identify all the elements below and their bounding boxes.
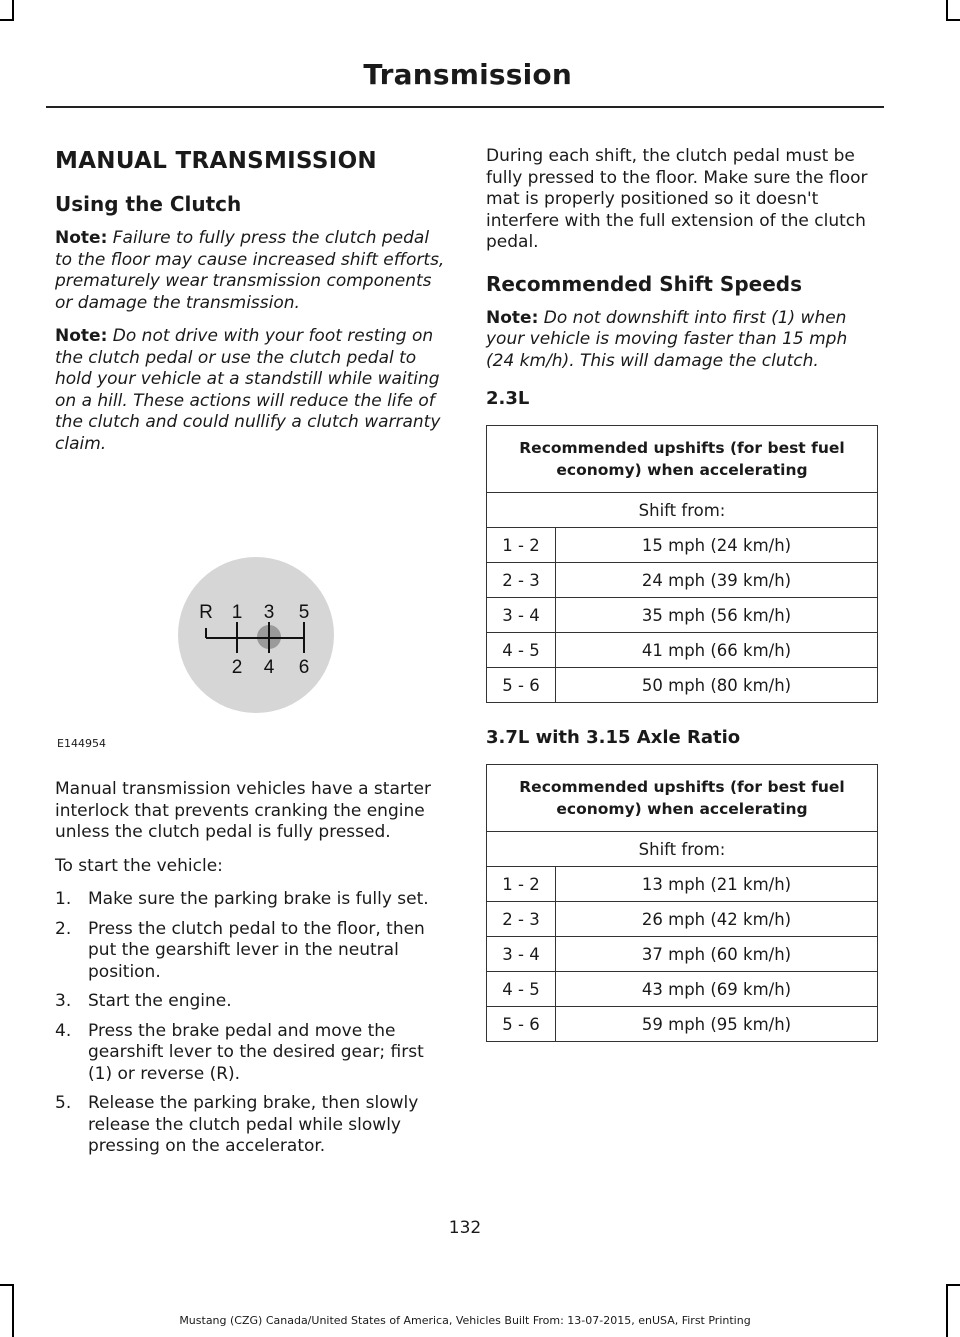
note-paragraph	[55, 326, 447, 455]
figure-id: E144954	[57, 737, 106, 750]
note-paragraph	[486, 308, 878, 373]
crop-mark	[12, 0, 14, 20]
table-row: 3 - 4 35 mph (56 km/h)	[487, 598, 878, 633]
engine-heading: 2.3L	[486, 388, 530, 409]
shift-paragraph: During each shift, the clutch pedal must be fully pressed to the floor. Make sure the floor mat is properly positioned so it doesn't interfere with the full extension of the clutch pedal.	[486, 146, 868, 252]
gear-label-second: 2	[231, 657, 243, 678]
note-text: Failure to fully press the clutch pedal to the floor may cause increased shift efforts, prematurely wear transmission components or damage the transmission.	[55, 228, 445, 313]
crop-mark	[946, 1284, 960, 1286]
gear-label-fifth: 5	[298, 602, 310, 623]
crop-mark	[0, 1284, 14, 1286]
gearshift-diagram	[55, 467, 447, 737]
page-footer: Mustang (CZG) Canada/United States of America, Vehicles Built From: 13-07-2015, enUSA, First Printing	[179, 1314, 751, 1327]
section-title: MANUAL TRANSMISSION	[55, 148, 377, 174]
gear-label-sixth: 6	[298, 657, 310, 678]
crop-mark	[946, 19, 960, 21]
table-row: 5 - 6 59 mph (95 km/h)	[487, 1007, 878, 1042]
crop-mark	[0, 19, 14, 21]
table-row: 4 - 5 43 mph (69 km/h)	[487, 972, 878, 1007]
gear-label-reverse: R	[199, 602, 213, 623]
list-item: 3. Start the engine.	[55, 991, 232, 1011]
gearshift-pattern-figure	[55, 467, 447, 779]
table-row: 2 - 3 24 mph (39 km/h)	[487, 563, 878, 598]
list-item: 1. Make sure the parking brake is fully set.	[55, 889, 429, 909]
shift-knob-circle	[178, 557, 334, 713]
shift-speed-table	[486, 764, 878, 1042]
shift-speed-table	[486, 425, 878, 703]
table-row: 2 - 3 26 mph (42 km/h)	[487, 902, 878, 937]
left-column	[55, 140, 447, 1166]
note-text: Do not drive with your foot resting on the clutch pedal or use the clutch pedal to hold your vehicle at a standstill while waiting on a hill. These actions will reduce the life of the clutch and could nullify a clutch warranty claim.	[55, 326, 441, 454]
crop-mark	[12, 1284, 14, 1337]
note-text: Do not downshift into first (1) when your vehicle is moving faster than 15 mph (24 km/h). This will damage the clutch.	[486, 307, 848, 371]
table-header: Recommended upshifts (for best fuel economy) when accelerating	[487, 426, 878, 493]
table-header: Recommended upshifts (for best fuel economy) when accelerating	[487, 765, 878, 832]
page-number: 132	[448, 1218, 482, 1238]
chapter-title: Transmission	[363, 58, 572, 91]
table-row: 5 - 6 50 mph (80 km/h)	[487, 668, 878, 703]
list-item: 5. Release the parking brake, then slowly release the clutch pedal while slowly pressing on the accelerator.	[55, 1093, 419, 1156]
table-row: 1 - 2 15 mph (24 km/h)	[487, 528, 878, 563]
header-divider	[46, 106, 884, 108]
right-column	[486, 146, 878, 1066]
interlock-paragraph: Manual transmission vehicles have a starter interlock that prevents cranking the engine unless the clutch pedal is fully pressed.	[55, 779, 431, 842]
note-paragraph	[55, 228, 447, 314]
table-row: 1 - 2 13 mph (21 km/h)	[487, 867, 878, 902]
table-row: 4 - 5 41 mph (66 km/h)	[487, 633, 878, 668]
start-steps-list	[55, 889, 447, 1158]
note-label: Note:	[55, 326, 108, 346]
shift-from-label: Shift from:	[487, 493, 878, 528]
subsection-title: Using the Clutch	[55, 192, 242, 216]
list-item: 2. Press the clutch pedal to the floor, then put the gearshift lever in the neutral position.	[55, 918, 425, 982]
engine-heading: 3.7L with 3.15 Axle Ratio	[486, 727, 741, 748]
gear-label-third: 3	[263, 602, 275, 623]
note-label: Note:	[486, 307, 539, 328]
table-row: 3 - 4 37 mph (60 km/h)	[487, 937, 878, 972]
crop-mark	[946, 1284, 948, 1337]
note-label: Note:	[55, 228, 108, 248]
crop-mark	[946, 0, 948, 20]
start-intro: To start the vehicle:	[55, 855, 223, 876]
shift-from-label: Shift from:	[487, 832, 878, 867]
gear-label-first: 1	[231, 602, 243, 623]
gear-label-fourth: 4	[263, 657, 275, 678]
list-item: 4. Press the brake pedal and move the gearshift lever to the desired gear; first (1) or reverse (R).	[55, 1020, 424, 1084]
shift-speeds-title: Recommended Shift Speeds	[486, 271, 802, 296]
